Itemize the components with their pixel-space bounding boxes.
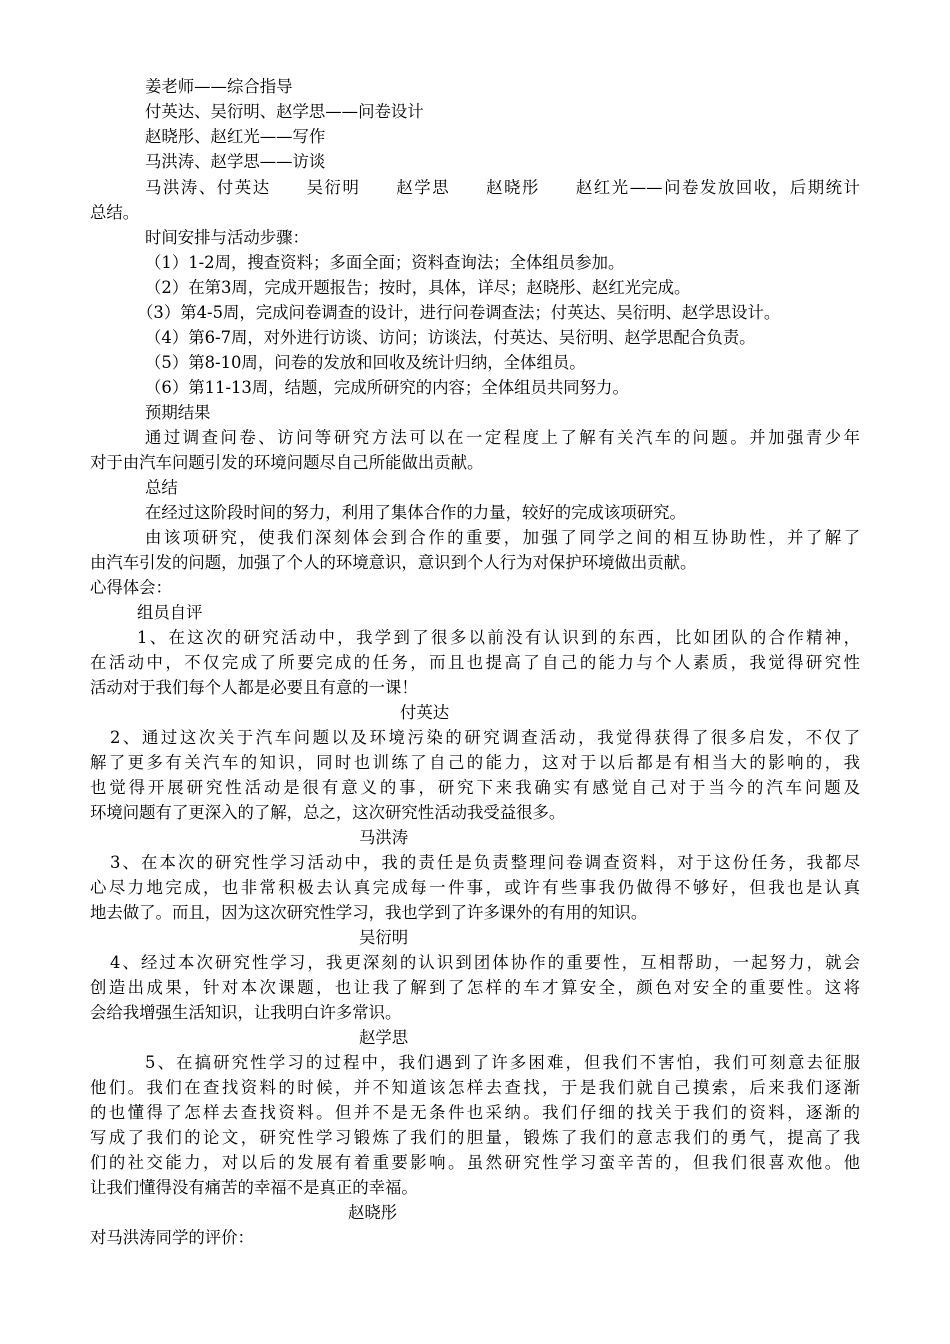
summary-heading: 总结 [145, 478, 178, 497]
role-line-teacher: 姜老师——综合指导 [145, 77, 293, 96]
p2-line-4: 环境问题有了更深入的了解，总之，这次研究性活动我受益很多。 [90, 803, 566, 822]
schedule-step-6: （6）第11-13周，结题，完成所研究的内容；全体组员共同努力。 [145, 378, 629, 397]
role-line-distribution-cont: 总结。 [90, 203, 140, 222]
p5-line-2: 他们。我们在查找资料的时候，并不知道该怎样去查找，于是我们就自己摸索，后来我们逐渐 [90, 1078, 860, 1097]
p2-line-2: 解了更多有关汽车的知识，同时也训练了自己的能力，这对于以后都是有相当大的影响的，我 [90, 753, 860, 772]
p2-line-1: 2、通过这次关于汽车问题以及环境污染的研究调查活动，我觉得获得了很多启发，不仅了 [110, 728, 860, 747]
p4-line-2: 创造出成果，针对本次课题，也让我了解到了怎样的车才算安全，颜色对安全的重要性。这将 [90, 978, 860, 997]
role-line-distribution: 马洪涛、付英达 吴衍明 赵学思 赵晓彤 赵红光——问卷发放回收，后期统计 [145, 178, 860, 197]
summary-line-1: 在经过这阶段时间的努力，利用了集体合作的力量，较好的完成该项研究。 [145, 503, 686, 522]
schedule-step-3: （3）第4-5周，完成问卷调查的设计，进行问卷调查法；付英达、吴衍明、赵学思设计。 [137, 303, 781, 322]
role-line-writing: 赵晓彤、赵红光——写作 [145, 127, 326, 146]
summary-line-2: 由该项研究，使我们深刻体会到合作的重要，加强了同学之间的相互协助性，并了解了 [145, 528, 860, 547]
schedule-step-4: （4）第6-7周，对外进行访谈、访问；访谈法，付英达、吴衍明、赵学思配合负责。 [145, 328, 756, 347]
p3-line-1: 3、在本次的研究性学习活动中，我的责任是负责整理问卷调查资料，对于这份任务，我都尽 [110, 853, 860, 872]
p5-line-1: 5、在搞研究性学习的过程中，我们遇到了许多困难，但我们不害怕，我们可刻意去征服 [145, 1053, 860, 1072]
expected-heading: 预期结果 [145, 403, 211, 422]
signature-ma-hongtao: 马洪涛 [359, 828, 409, 847]
p5-line-3: 的也懂得了怎样去查找资料。但并不是无条件也采纳。我们仔细的找关于我们的资料，逐渐的 [90, 1103, 860, 1122]
p3-line-2: 心尽力地完成，也非常积极去认真完成每一件事，或许有些事我仍做得不够好，但我也是认真 [90, 878, 860, 897]
role-line-interview: 马洪涛、赵学思——访谈 [145, 152, 326, 171]
p5-line-5: 们的社交能力，对以后的发展有着重要影响。虽然研究性学习蛮辛苦的，但我们很喜欢他。他 [90, 1153, 860, 1172]
p4-line-3: 会给我增强生活知识，让我明白许多常识。 [90, 1003, 402, 1022]
expected-line-1: 通过调查问卷、访问等研究方法可以在一定程度上了解有关汽车的问题。并加强青少年 [145, 428, 860, 447]
reflection-heading: 心得体会： [90, 578, 172, 597]
p5-line-6: 让我们懂得没有痛苦的幸福不是真正的幸福。 [90, 1178, 418, 1197]
signature-wu-yanming: 吴衍明 [359, 928, 409, 947]
p2-line-3: 也觉得开展研究性活动是很有意义的事，研究下来我确实有感觉自己对于当今的汽车问题及 [90, 778, 860, 797]
p5-line-4: 写成了我们的论文，研究性学习锻炼了我们的胆量，锻炼了我们的意志我们的勇气，提高了我 [90, 1128, 860, 1147]
schedule-step-5: （5）第8-10周，问卷的发放和回收及统计归纳，全体组员。 [145, 353, 586, 372]
schedule-heading: 时间安排与活动步骤： [145, 228, 309, 247]
schedule-step-1: （1）1-2周，搜查资料；多面全面；资料查询法；全体组员参加。 [145, 253, 625, 272]
signature-fu-yingda: 付英达 [400, 703, 450, 722]
signature-zhao-xiaotong: 赵晓彤 [348, 1203, 398, 1222]
signature-zhao-xuesi: 赵学思 [359, 1028, 409, 1047]
summary-line-3: 由汽车引发的问题，加强了个人的环境意识，意识到个人行为对保护环境做出贡献。 [90, 553, 697, 572]
p4-line-1: 4、经过本次研究性学习，我更深刻的认识到团体协作的重要性，互相帮助，一起努力，就会 [110, 953, 860, 972]
p3-line-3: 地去做了。而且，因为这次研究性学习，我也学到了许多课外的有用的知识。 [90, 903, 648, 922]
self-eval-heading: 组员自评 [137, 603, 203, 622]
role-line-questionnaire: 付英达、吴衍明、赵学思——问卷设计 [145, 102, 424, 121]
p1-line-1: 1、在这次的研究活动中，我学到了很多以前没有认识到的东西，比如团队的合作精神， [137, 628, 860, 647]
p1-line-3: 活动对于我们每个人都是必要且有意的一课！ [90, 678, 418, 697]
peer-eval-heading: 对马洪涛同学的评价： [90, 1228, 254, 1247]
p1-line-2: 在活动中，不仅完成了所要完成的任务，而且也提高了自己的能力与个人素质，我觉得研究性 [90, 653, 860, 672]
expected-line-2: 对于由汽车问题引发的环境问题尽自己所能做出贡献。 [90, 453, 484, 472]
schedule-step-2: （2）在第3周，完成开题报告；按时，具体，详尽；赵晓彤、赵红光完成。 [145, 278, 691, 297]
